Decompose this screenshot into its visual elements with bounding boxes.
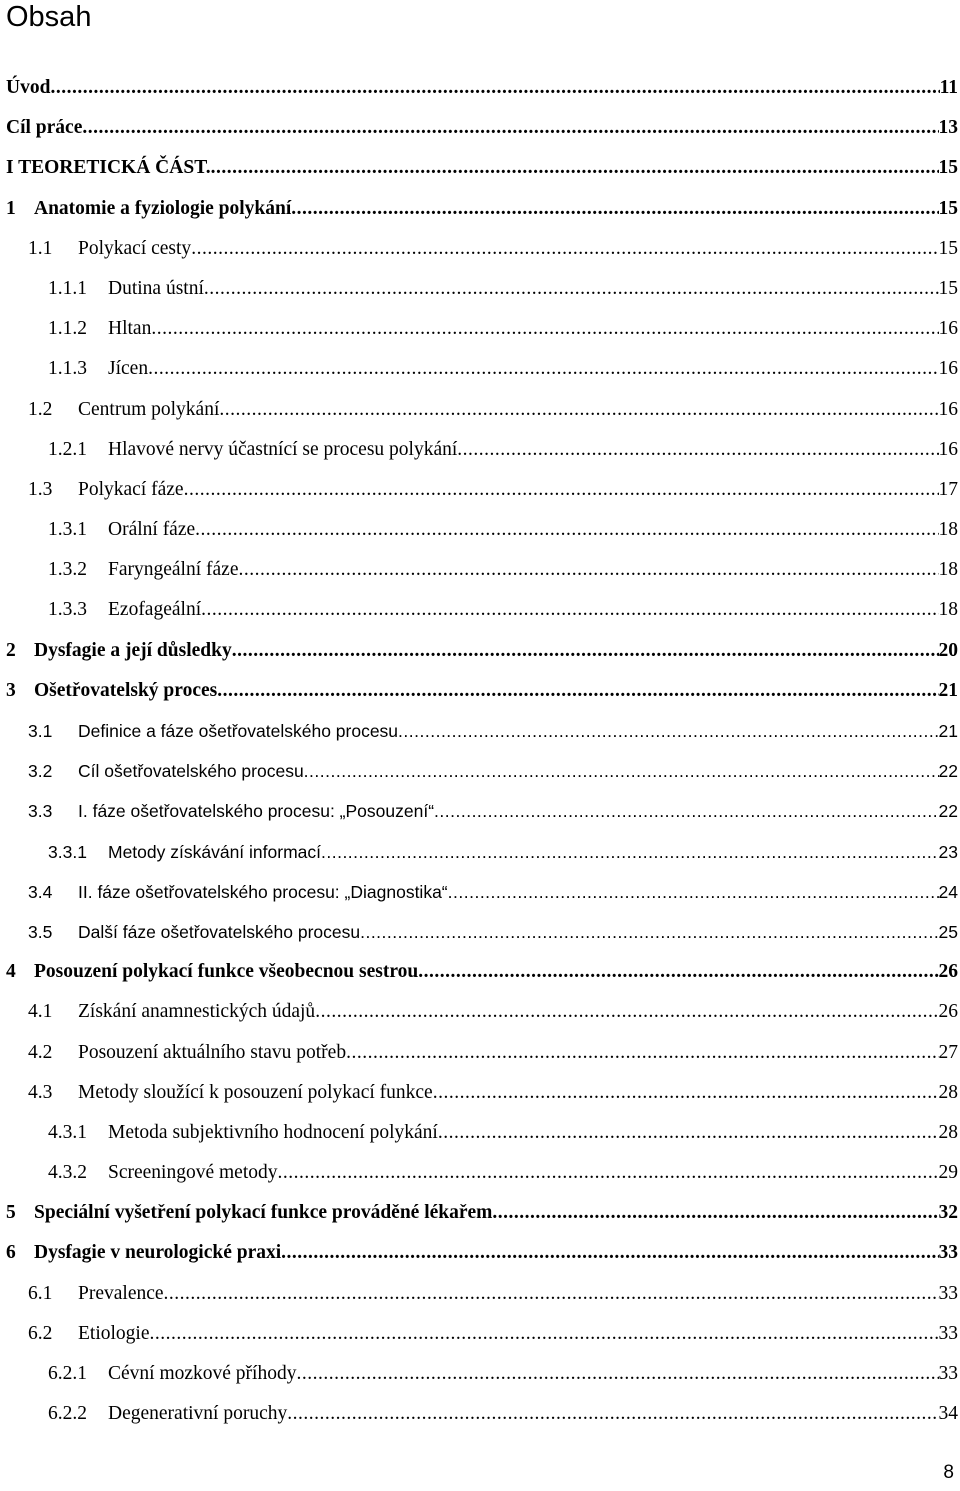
toc-entry[interactable] — [0, 992, 960, 1032]
toc-entry-title: Prevalence — [78, 1282, 164, 1304]
toc-entry[interactable] — [0, 1073, 960, 1113]
toc-entry-page: 28 — [938, 1081, 958, 1103]
dot-leader — [321, 832, 939, 872]
dot-leader — [50, 68, 939, 108]
toc-entry-page: 15 — [938, 197, 958, 219]
toc-entry-page: 33 — [938, 1282, 958, 1304]
dot-leader — [296, 1354, 938, 1394]
toc-entry-title: Ezofageální — [108, 599, 202, 621]
toc-entry[interactable] — [0, 309, 960, 349]
dot-leader — [232, 631, 939, 671]
toc-entry-title: Metody sloužící k posouzení polykací funkce — [78, 1081, 433, 1103]
toc-entry-page: 29 — [938, 1162, 958, 1184]
toc-entry-number: 6.1 — [28, 1282, 53, 1304]
dot-leader — [204, 269, 939, 309]
dot-leader — [448, 872, 939, 912]
dot-leader — [219, 390, 938, 430]
toc-entry-title: Dysfagie a její důsledky — [34, 639, 232, 661]
toc-entry-page: 32 — [938, 1202, 958, 1224]
toc-entry-title: Cévní mozkové příhody — [108, 1363, 297, 1384]
toc-entry-number: 5 — [6, 1202, 16, 1224]
toc-entry[interactable] — [0, 269, 960, 309]
toc-entry-number: 1.3.1 — [48, 519, 87, 541]
toc-entry-title: Posouzení aktuálního stavu potřeb — [78, 1041, 347, 1063]
toc-entry-page: 27 — [938, 1041, 958, 1063]
toc-entry-number: 1.3.3 — [48, 599, 87, 621]
toc-entry[interactable] — [0, 510, 960, 550]
toc-entry-page: 16 — [938, 358, 958, 380]
toc-entry-title: Hlavové nervy účastnící se procesu polykání — [108, 438, 458, 460]
toc-entry-title: Orální fáze — [108, 519, 196, 541]
toc-entry[interactable] — [0, 550, 960, 590]
toc-entry-title: Polykací fáze — [78, 478, 184, 500]
toc-entry-page: 16 — [938, 398, 958, 420]
toc-entry-number: 1.1.1 — [48, 277, 87, 299]
toc-entry-title: Ošetřovatelský proces — [34, 679, 218, 701]
toc-entry-number: 4.3 — [28, 1081, 53, 1103]
toc-entry-page: 20 — [938, 639, 958, 661]
toc-entry-number: 4 — [6, 961, 16, 983]
toc-entry-number: 4.1 — [28, 1001, 53, 1023]
dot-leader — [150, 1314, 939, 1354]
dot-leader — [457, 430, 938, 470]
toc-entry-number: 2 — [6, 639, 16, 661]
toc-entry-title: I. fáze ošetřovatelského procesu: „Posouzení“ — [78, 801, 435, 822]
toc-entry-title: Polykací cesty — [78, 237, 192, 259]
toc-entry-title: Metoda subjektivního hodnocení polykání — [108, 1121, 438, 1143]
toc-entry[interactable] — [0, 390, 960, 430]
toc-entry-number: 3 — [6, 679, 16, 701]
toc-entry-number: 6.2.2 — [48, 1403, 87, 1425]
page-title: Obsah — [6, 1, 92, 33]
dot-leader — [201, 590, 938, 630]
toc-entry[interactable] — [0, 711, 960, 751]
toc-entry[interactable] — [0, 1153, 960, 1193]
toc-entry-page: 23 — [938, 841, 958, 862]
toc-entry-title: II. fáze ošetřovatelského procesu: „Diagnostika“ — [78, 881, 448, 902]
dot-leader — [238, 550, 938, 590]
toc-entry-number: 1.1.3 — [48, 358, 87, 380]
toc-entry-page: 17 — [938, 478, 958, 500]
toc-entry[interactable] — [0, 470, 960, 510]
table-of-contents — [0, 68, 960, 1434]
toc-entry-number: 1.1 — [28, 237, 53, 259]
toc-entry-page: 24 — [938, 881, 958, 902]
toc-entry-page: 13 — [938, 117, 958, 139]
toc-entry-title: Metody získávání informací — [108, 841, 321, 862]
dot-leader — [315, 992, 938, 1032]
toc-entry[interactable] — [0, 832, 960, 872]
toc-entry-number: 3.5 — [28, 921, 53, 942]
toc-entry-number: 6.2 — [28, 1322, 53, 1344]
toc-entry-page: 16 — [938, 438, 958, 460]
toc-entry-page: 21 — [938, 679, 958, 701]
toc-entry-page: 18 — [938, 559, 958, 581]
toc-entry[interactable] — [0, 631, 960, 671]
toc-entry-page: 34 — [938, 1403, 958, 1425]
toc-entry-title: Anatomie a fyziologie polykání — [34, 197, 292, 219]
toc-entry[interactable] — [0, 751, 960, 791]
toc-entry[interactable] — [0, 1394, 960, 1434]
toc-entry[interactable] — [0, 872, 960, 912]
toc-entry-number: 1.1.2 — [48, 318, 87, 340]
toc-entry[interactable] — [0, 229, 960, 269]
toc-entry-number: 1.2 — [28, 398, 53, 420]
toc-entry-title: Dysfagie v neurologické praxi — [34, 1242, 282, 1264]
toc-entry-title: Faryngeální fáze — [108, 559, 239, 581]
toc-entry-number: 3.4 — [28, 881, 53, 902]
toc-entry-title: Centrum polykání — [78, 398, 220, 420]
dot-leader — [148, 349, 938, 389]
toc-entry-page: 22 — [938, 801, 958, 822]
toc-entry-title: Posouzení polykací funkce všeobecnou sestrou — [34, 961, 419, 983]
dot-leader — [184, 470, 939, 510]
toc-entry[interactable] — [0, 1113, 960, 1153]
toc-entry-number: 4.2 — [28, 1041, 53, 1063]
toc-entry[interactable] — [0, 349, 960, 389]
toc-entry-page: 18 — [938, 519, 958, 541]
toc-entry-page: 26 — [938, 1001, 958, 1023]
toc-entry-title: Definice a fáze ošetřovatelského procesu — [78, 721, 399, 741]
dot-leader — [438, 1113, 939, 1153]
toc-entry[interactable] — [0, 590, 960, 630]
toc-entry[interactable] — [0, 912, 960, 952]
toc-entry-number: 4.3.2 — [48, 1162, 87, 1184]
page-number: 8 — [943, 1462, 954, 1483]
dot-leader — [195, 510, 938, 550]
toc-entry-page: 33 — [938, 1242, 958, 1264]
toc-entry-title: Hltan — [108, 318, 152, 340]
toc-entry-page: 26 — [938, 961, 958, 983]
toc-entry-number: 3.1 — [28, 721, 53, 741]
dot-leader — [433, 1073, 939, 1113]
toc-entry-title: Další fáze ošetřovatelského procesu — [78, 921, 361, 942]
dot-leader — [211, 148, 939, 188]
toc-entry-title: Cíl ošetřovatelského procesu — [78, 761, 304, 782]
toc-entry-title: Etiologie — [78, 1322, 150, 1344]
toc-entry[interactable] — [0, 1274, 960, 1314]
toc-entry-page: 25 — [938, 921, 958, 942]
dot-leader — [287, 1394, 938, 1434]
toc-entry-title: I TEORETICKÁ ČÁST. — [6, 157, 211, 179]
toc-entry[interactable] — [0, 189, 960, 229]
toc-entry[interactable] — [0, 1233, 960, 1273]
dot-leader — [346, 1033, 938, 1073]
toc-entry-number: 3.3.1 — [48, 841, 87, 862]
toc-entry[interactable] — [0, 1033, 960, 1073]
toc-entry-title: Jícen — [108, 358, 149, 380]
toc-entry[interactable] — [0, 148, 960, 188]
toc-entry-title: Cíl práce — [6, 117, 83, 139]
toc-entry-title: Úvod — [6, 77, 51, 98]
dot-leader — [278, 1153, 939, 1193]
dot-leader — [82, 108, 938, 148]
toc-entry-number: 4.3.1 — [48, 1121, 87, 1143]
toc-entry-number: 3.2 — [28, 761, 53, 782]
dot-leader — [291, 189, 938, 229]
toc-entry-page: 28 — [938, 1121, 958, 1143]
toc-entry-number: 3.3 — [28, 801, 53, 822]
toc-entry-page: 22 — [938, 761, 958, 782]
dot-leader — [217, 671, 938, 711]
toc-entry[interactable] — [0, 952, 960, 992]
dot-leader — [492, 1193, 938, 1233]
toc-entry-number: 1.3 — [28, 478, 53, 500]
dot-leader — [360, 912, 938, 952]
toc-entry-number: 1.2.1 — [48, 438, 87, 460]
dot-leader — [191, 229, 938, 269]
toc-entry-title: Získání anamnestických údajů — [78, 1001, 316, 1023]
toc-entry-page: 33 — [938, 1363, 958, 1384]
toc-entry-page: 15 — [938, 237, 958, 259]
toc-entry-page: 18 — [938, 599, 958, 621]
dot-leader — [304, 751, 939, 791]
toc-entry-title: Degenerativní poruchy — [108, 1403, 288, 1425]
toc-entry-title: Dutina ústní — [108, 277, 204, 299]
toc-entry-number: 6 — [6, 1242, 16, 1264]
dot-leader — [434, 791, 939, 831]
dot-leader — [164, 1274, 939, 1314]
toc-entry[interactable] — [0, 1314, 960, 1354]
toc-entry-page: 33 — [938, 1322, 958, 1344]
toc-entry-number: 1 — [6, 197, 16, 219]
toc-entry[interactable] — [0, 791, 960, 831]
dot-leader — [398, 711, 938, 751]
toc-entry[interactable] — [0, 68, 960, 108]
toc-entry-number: 6.2.1 — [48, 1363, 87, 1384]
toc-entry[interactable] — [0, 1193, 960, 1233]
dot-leader — [281, 1233, 938, 1273]
toc-entry-title: Speciální vyšetření polykací funkce prováděné lékařem — [34, 1202, 493, 1224]
toc-entry-page: 11 — [939, 77, 958, 98]
toc-entry-page: 21 — [938, 721, 958, 741]
dot-leader — [418, 952, 938, 992]
dot-leader — [151, 309, 938, 349]
toc-entry-page: 15 — [938, 157, 958, 179]
toc-entry[interactable] — [0, 430, 960, 470]
toc-entry[interactable] — [0, 108, 960, 148]
toc-entry-page: 16 — [938, 318, 958, 340]
toc-entry-page: 15 — [938, 277, 958, 299]
toc-entry[interactable] — [0, 671, 960, 711]
toc-entry-number: 1.3.2 — [48, 559, 87, 581]
toc-entry-title: Screeningové metody — [108, 1162, 278, 1184]
toc-entry[interactable] — [0, 1354, 960, 1394]
